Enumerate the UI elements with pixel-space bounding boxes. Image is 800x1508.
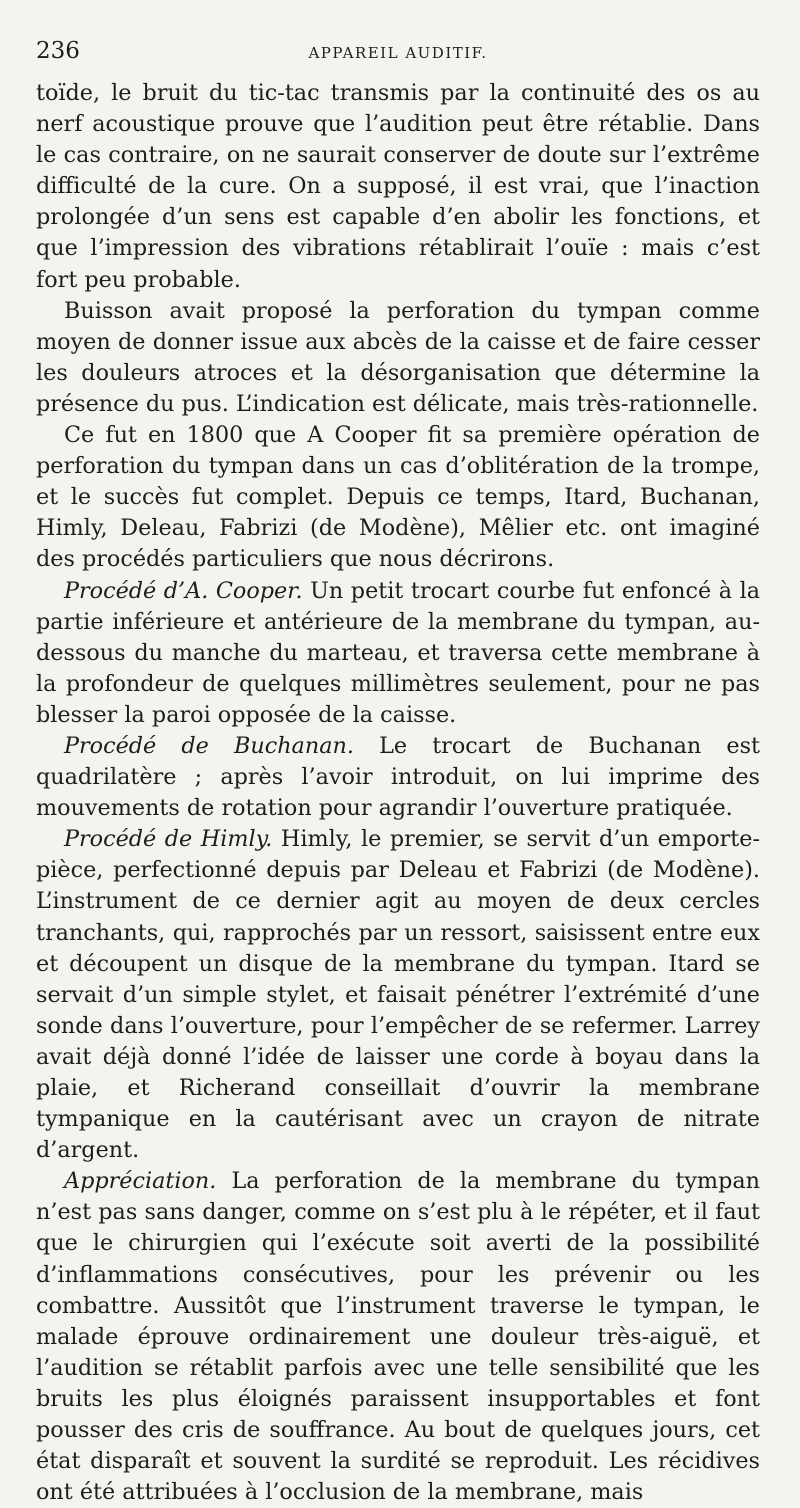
running-head: APPAREIL AUDITIF. bbox=[308, 44, 488, 62]
paragraph bbox=[36, 731, 760, 824]
paragraph bbox=[36, 824, 760, 1166]
paragraph bbox=[36, 420, 760, 575]
body-text bbox=[36, 78, 760, 1508]
paragraph-lead: Procédé d’A. Cooper. bbox=[64, 577, 303, 604]
paragraph bbox=[36, 78, 760, 296]
paragraph bbox=[36, 296, 760, 420]
paragraph-text: La perforation de la membrane du tympan n’est pas sans danger, comme on s’est plu à le répéter, et il faut que le chirurgien qui l’exécute soit averti de la possibilité d’inflammations consécutives, pour les prévenir ou les combattre. Aussitôt que l’instrument traverse le tympan, le malade éprouve ordinairement une douleur très-aiguë, et l’audition se rétablit parfois avec une telle sensibilité que les bruits les plus éloignés paraissent insupportables et font pousser des cris de souffrance. Au bout de quelques jours, cet état disparaît et souvent la surdité se reproduit. Les récidives ont été attribuées à l’occlusion de la membrane, mais bbox=[36, 1168, 760, 1506]
page-number: 236 bbox=[36, 38, 80, 64]
paragraph-lead: Procédé de Himly. bbox=[64, 826, 273, 853]
paragraph bbox=[36, 1166, 760, 1508]
paragraph-text: Le trocart de Buchanan est quadrilatère ; après l’avoir introduit, on lui imprime des mouvements de rotation pour agrandir l’ouverture pratiquée. bbox=[36, 732, 760, 822]
paragraph bbox=[36, 576, 760, 731]
page-header bbox=[36, 38, 760, 78]
paragraph-lead: Appréciation. bbox=[64, 1168, 217, 1195]
paragraph-lead: Procédé de Buchanan. bbox=[64, 732, 354, 759]
paragraph-text: Himly, le premier, se servit d’un emporte-pièce, perfectionné depuis par Deleau et Fabrizi (de Modène). L’instrument de ce dernier agit au moyen de deux cercles tranchants, qui, rapprochés par un ressort, saisissent entre eux et découpent un disque de la membrane du tympan. Itard se servait d’un simple stylet, et faisait pénétrer l’extrémité d’une sonde dans l’ouverture, pour l’empêcher de se refermer. Larrey avait déjà donné l’idée de laisser une corde à boyau dans la plaie, et Richerand conseillait d’ouvrir la membrane tympanique en la cautérisant avec un crayon de nitrate d’argent. bbox=[36, 826, 760, 1164]
paragraph-text: Ce fut en 1800 que A Cooper fit sa première opération de perforation du tympan dans un cas d’oblitération de la trompe, et le succès fut complet. Depuis ce temps, Itard, Buchanan, Himly, Deleau, Fabrizi (de Modène), Mêlier etc. ont imaginé des procédés particuliers que nous décrirons. bbox=[36, 422, 760, 573]
paragraph-text: Buisson avait proposé la perforation du tympan comme moyen de donner issue aux abcès de la caisse et de faire cesser les douleurs atroces et la désorganisation que détermine la présence du pus. L’indication est délicate, mais très-rationnelle. bbox=[36, 297, 760, 417]
paragraph-text: Un petit trocart courbe fut enfoncé à la partie inférieure et antérieure de la membrane du tympan, au-dessous du manche du marteau, et traversa cette membrane à la profondeur de quelques millimètres seulement, pour ne pas blesser la paroi opposée de la caisse. bbox=[36, 577, 761, 728]
paragraph-text: toïde, le bruit du tic-tac transmis par la continuité des os au nerf acoustique prouve que l’audition peut être rétablie. Dans le cas contraire, on ne saurait conserver de doute sur l’extrême difficulté de la cure. On a supposé, il est vrai, que l’inaction prolongée d’un sens est capable d’en abolir les fonctions, et que l’impression des vibrations rétablirait l’ouïe : mais c’est fort peu probable. bbox=[36, 80, 760, 293]
